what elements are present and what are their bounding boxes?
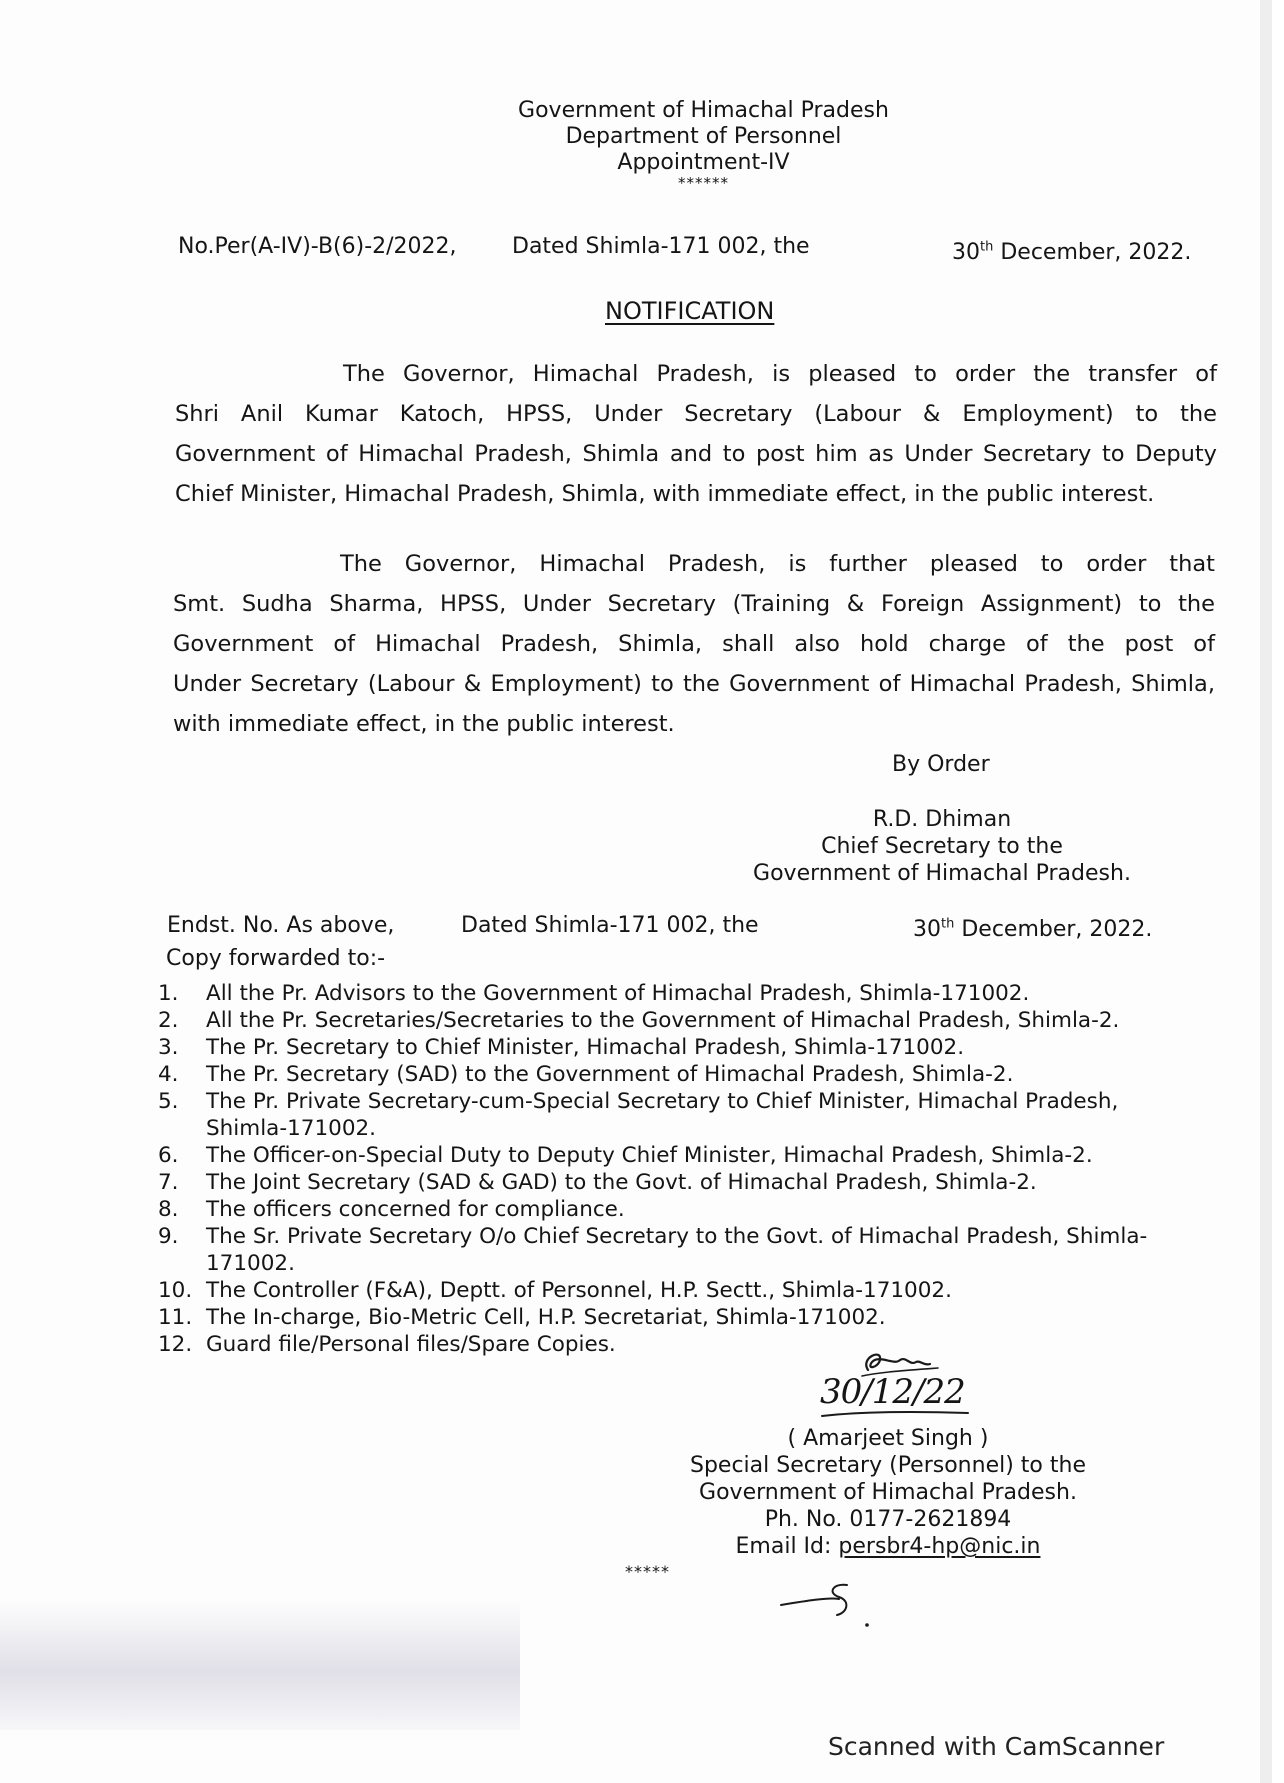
reference-dated-place: Dated Shimla-171 002, the	[512, 234, 810, 259]
endorsement-date-day: 30	[913, 917, 941, 942]
camscanner-watermark: Scanned with CamScanner	[828, 1732, 1165, 1761]
signatory2-designation: Special Secretary (Personnel) to the	[690, 1453, 1086, 1478]
signatory2-phone: Ph. No. 0177-2621894	[764, 1507, 1012, 1532]
endorsement-dated-place: Dated Shimla-171 002, the	[461, 913, 759, 938]
paragraph-line: The Governor, Himachal Pradesh, is further pleased to order that	[340, 551, 1215, 577]
list-item-number: 12.	[158, 1332, 193, 1357]
signatory2-name: ( Amarjeet Singh )	[787, 1426, 989, 1451]
signatory-government: Government of Himachal Pradesh.	[753, 861, 1131, 886]
list-item	[158, 1169, 1198, 1196]
handwritten-date: 30/12/22	[820, 1372, 965, 1412]
reference-date	[952, 240, 1191, 265]
endorsement-date-rest: December, 2022.	[954, 917, 1153, 942]
scan-edge	[1260, 0, 1272, 1783]
list-item-number: 2.	[158, 1008, 179, 1033]
paragraph-line: with immediate effect, in the public interest.	[173, 711, 675, 737]
list-item	[158, 1142, 1198, 1169]
list-item-text: The Pr. Secretary to Chief Minister, Himachal Pradesh, Shimla-171002.	[206, 1035, 965, 1060]
list-item	[158, 1277, 1198, 1304]
list-item	[158, 980, 1198, 1007]
list-item-text: The Pr. Secretary (SAD) to the Government of Himachal Pradesh, Shimla-2.	[206, 1062, 1014, 1087]
list-item	[158, 1331, 1198, 1358]
list-item-number: 1.	[158, 981, 179, 1006]
list-item-number: 10.	[158, 1278, 193, 1303]
endorsement-date-suffix: th	[941, 916, 955, 932]
list-item	[158, 1061, 1198, 1088]
paragraph-line: Shri Anil Kumar Katoch, HPSS, Under Secretary (Labour & Employment) to the	[175, 401, 1217, 427]
list-item	[158, 1223, 1198, 1277]
order-signatory	[742, 806, 1142, 887]
list-item-text: The Sr. Private Secretary O/o Chief Secretary to the Govt. of Himachal Pradesh, Shimla-171002.	[206, 1224, 1148, 1276]
reference-date-suffix: th	[980, 239, 994, 255]
list-item-number: 9.	[158, 1224, 179, 1249]
list-item-text: The officers concerned for compliance.	[206, 1197, 625, 1222]
footer-stars: *****	[625, 1562, 670, 1581]
signatory-name: R.D. Dhiman	[872, 807, 1012, 832]
endorsement-date	[913, 917, 1152, 942]
list-item-text: The Officer-on-Special Duty to Deputy Chief Minister, Himachal Pradesh, Shimla-2.	[206, 1143, 1093, 1168]
paragraph-line: Government of Himachal Pradesh, Shimla and to post him as Under Secretary to Deputy	[175, 441, 1217, 467]
handwritten-underline	[818, 1408, 978, 1422]
special-secretary-block	[668, 1425, 1108, 1560]
email-link[interactable]: persbr4-hp@nic.in	[838, 1534, 1041, 1559]
initials-scribble	[775, 1575, 885, 1635]
paragraph-additional-charge	[173, 544, 1215, 744]
email-label: Email Id:	[735, 1534, 839, 1559]
signatory2-email-row	[668, 1533, 1108, 1560]
list-item-number: 4.	[158, 1062, 179, 1087]
notification-title: NOTIFICATION	[605, 297, 775, 325]
paragraph-line: Government of Himachal Pradesh, Shimla, shall also hold charge of the post of	[173, 631, 1215, 657]
paragraph-line: Smt. Sudha Sharma, HPSS, Under Secretary (Training & Foreign Assignment) to the	[173, 591, 1215, 617]
header-department: Department of Personnel	[565, 124, 842, 149]
list-item	[158, 1034, 1198, 1061]
list-item-text: All the Pr. Secretaries/Secretaries to the Government of Himachal Pradesh, Shimla-2.	[206, 1008, 1120, 1033]
list-item-text: Guard file/Personal files/Spare Copies.	[206, 1332, 616, 1357]
copy-forwarded-title: Copy forwarded to:-	[166, 946, 386, 971]
list-item-number: 3.	[158, 1035, 179, 1060]
list-item-number: 11.	[158, 1305, 193, 1330]
signatory-designation: Chief Secretary to the	[821, 834, 1063, 859]
paragraph-line: Chief Minister, Himachal Pradesh, Shimla, with immediate effect, in the public interest.	[175, 481, 1155, 507]
signatory2-government: Government of Himachal Pradesh.	[699, 1480, 1077, 1505]
list-item-text: The Controller (F&A), Deptt. of Personnel, H.P. Sectt., Shimla-171002.	[206, 1278, 952, 1303]
list-item-text: The Joint Secretary (SAD & GAD) to the Govt. of Himachal Pradesh, Shimla-2.	[206, 1170, 1037, 1195]
reference-date-day: 30	[952, 240, 980, 265]
reference-number: No.Per(A-IV)-B(6)-2/2022,	[178, 234, 457, 259]
list-item-number: 8.	[158, 1197, 179, 1222]
list-item	[158, 1304, 1198, 1331]
header-government: Government of Himachal Pradesh	[518, 98, 889, 123]
list-item-text: The In-charge, Bio-Metric Cell, H.P. Secretariat, Shimla-171002.	[206, 1305, 886, 1330]
header-section: Appointment-IV	[617, 150, 790, 175]
paragraph-transfer	[175, 354, 1217, 514]
list-item	[158, 1196, 1198, 1223]
paragraph-line: Under Secretary (Labour & Employment) to the Government of Himachal Pradesh, Shimla,	[173, 671, 1215, 697]
list-item	[158, 1088, 1198, 1142]
list-item-text: The Pr. Private Secretary-cum-Special Secretary to Chief Minister, Himachal Pradesh, Shimla-171002.	[206, 1089, 1119, 1141]
list-item-number: 5.	[158, 1089, 179, 1114]
list-item	[158, 1007, 1198, 1034]
reference-date-rest: December, 2022.	[993, 240, 1192, 265]
distribution-list	[158, 980, 1198, 1358]
list-item-text: All the Pr. Advisors to the Government of Himachal Pradesh, Shimla-171002.	[206, 981, 1030, 1006]
header-stars: ******	[678, 174, 729, 192]
letterhead	[0, 98, 1284, 190]
list-item-number: 6.	[158, 1143, 179, 1168]
paragraph-line: The Governor, Himachal Pradesh, is pleased to order the transfer of	[343, 361, 1217, 387]
endorsement-number: Endst. No. As above,	[167, 913, 395, 938]
by-order: By Order	[892, 752, 990, 777]
scan-shadow	[0, 1600, 520, 1730]
list-item-number: 7.	[158, 1170, 179, 1195]
